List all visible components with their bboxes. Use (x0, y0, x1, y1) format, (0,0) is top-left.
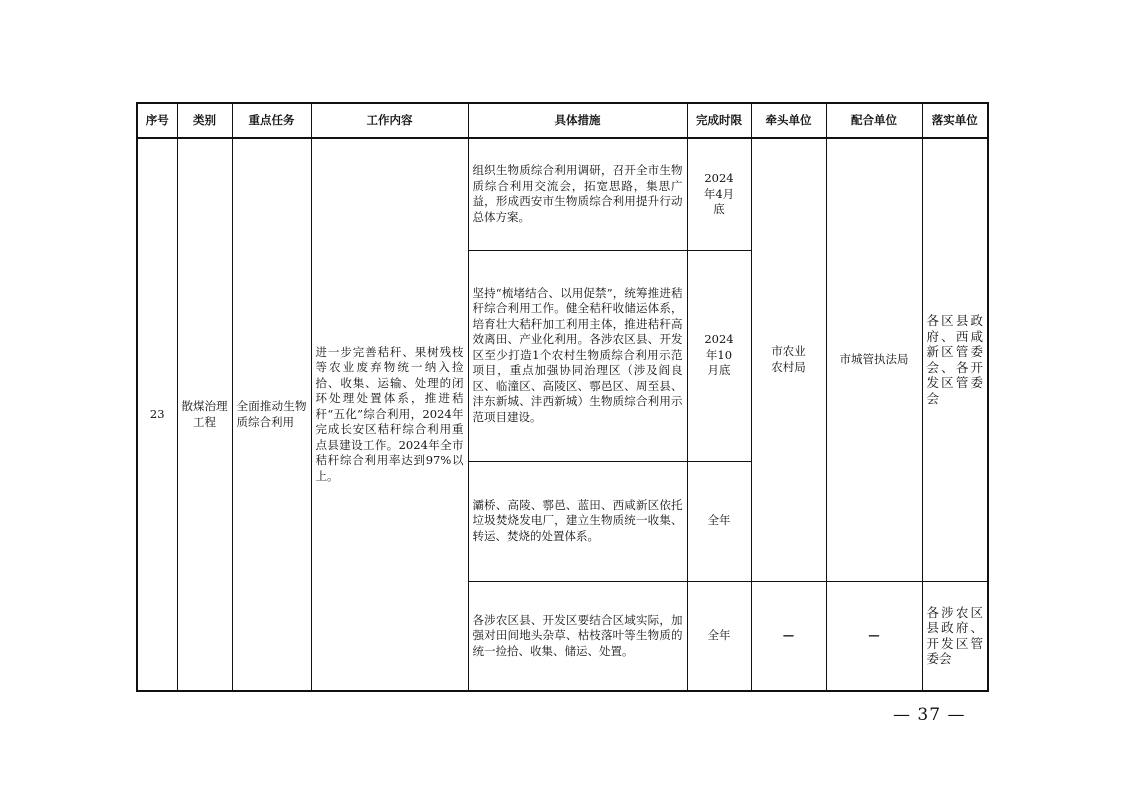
page-number: — 37 — (893, 705, 966, 725)
header-task: 重点任务 (232, 103, 311, 138)
content-cell: 进一步完善秸秆、果树残枝等农业废弃物统一纳入捡拾、收集、运输、处理的闭环处理处置体系，推进秸秆“五化”综合利用，2024年完成长安区秸秆综合利用重点县建设工作。2024年全市秸秆综合利用率达到97%以上。 (311, 138, 468, 691)
coop-unit-cell: — (826, 581, 922, 691)
deadline-cell: 2024年10月底 (687, 250, 751, 461)
task-cell: 全面推动生物质综合利用 (232, 138, 311, 691)
measure-cell: 各涉农区县、开发区要结合区域实际，加强对田间地头杂草、枯枝落叶等生物质的统一捡拾、收集、储运、处置。 (468, 581, 687, 691)
header-seq: 序号 (137, 103, 177, 138)
header-category: 类别 (177, 103, 232, 138)
impl-unit-cell: 各涉农区县政府、开发区管委会 (922, 581, 988, 691)
deadline-cell: 全年 (687, 581, 751, 691)
category-cell: 散煤治理工程 (177, 138, 232, 691)
measure-cell: 坚持“梳堵结合、以用促禁”，统筹推进秸秆综合利用工作。健全秸秆收储运体系，培育壮大秸秆加工利用主体，推进秸秆高效离田、产业化利用。各涉农区县、开发区至少打造1个农村生物质综合利用示范项目，重点加强协同治理区（涉及阎良区、临潼区、高陵区、鄠邑区、周至县、沣东新城、沣西新城）生物质综合利用示范项目建设。 (468, 250, 687, 461)
coop-unit-cell: 市城管执法局 (826, 138, 922, 581)
header-content: 工作内容 (311, 103, 468, 138)
header-impl-unit: 落实单位 (922, 103, 988, 138)
header-measure: 具体措施 (468, 103, 687, 138)
header-deadline: 完成时限 (687, 103, 751, 138)
table-row (137, 138, 988, 250)
header-lead-unit: 牵头单位 (751, 103, 826, 138)
deadline-cell: 2024年4月底 (687, 138, 751, 250)
lead-unit-cell: — (751, 581, 826, 691)
deadline-cell: 全年 (687, 461, 751, 581)
header-row (137, 103, 988, 138)
seq-cell: 23 (137, 138, 177, 691)
measure-cell: 组织生物质综合利用调研，召开全市生物质综合利用交流会，拓宽思路，集思广益，形成西安市生物质综合利用提升行动总体方案。 (468, 138, 687, 250)
measure-cell: 灞桥、高陵、鄠邑、蓝田、西咸新区依托垃圾焚烧发电厂，建立生物质统一收集、转运、焚烧的处置体系。 (468, 461, 687, 581)
task-table (136, 102, 989, 692)
header-coop-unit: 配合单位 (826, 103, 922, 138)
lead-unit-cell: 市农业农村局 (751, 138, 826, 581)
impl-unit-cell: 各区县政府、西咸新区管委会、各开发区管委会 (922, 138, 988, 581)
